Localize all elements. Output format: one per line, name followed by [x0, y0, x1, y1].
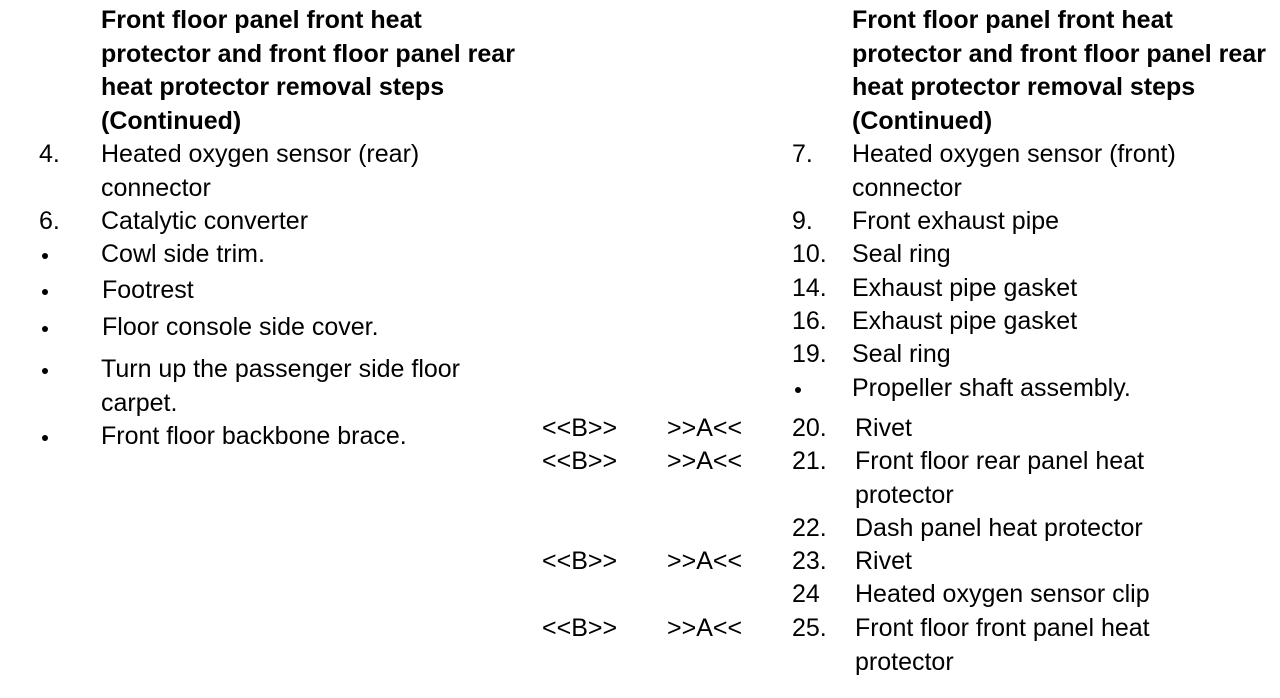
item-number: 16.: [792, 307, 827, 335]
bullet-icon: [42, 238, 48, 259]
install-mark-20: <<B>>: [542, 414, 618, 442]
bullet-icon: [42, 311, 48, 332]
item-text: Cowl side trim.: [101, 240, 265, 268]
remove-mark-23: >>A<<: [667, 547, 743, 575]
item-text: Front exhaust pipe: [852, 207, 1060, 235]
item-text: Exhaust pipe gasket: [852, 307, 1078, 335]
item-number: 4.: [39, 140, 60, 168]
right-heading: Front floor panel front heat protector and front floor panel rear heat protector removal steps (Continued): [852, 6, 1266, 135]
right-item-23: [792, 545, 1272, 579]
remove-mark-21: >>A<<: [667, 447, 743, 475]
item-text: Floor console side cover.: [102, 313, 379, 341]
bullet-icon: [42, 353, 48, 374]
right-item-16: [792, 305, 1272, 339]
right-item-19: [792, 338, 1272, 372]
install-mark-25: <<B>>: [542, 614, 618, 642]
left-item-6: [39, 205, 519, 239]
left-bullet-carpet: [39, 353, 519, 420]
remove-mark-20: >>A<<: [667, 414, 743, 442]
item-text: Front floor rear panel heat protector: [855, 447, 1145, 509]
item-text: Catalytic converter: [101, 207, 309, 235]
item-text: Seal ring: [852, 240, 951, 268]
bullet-icon: [42, 274, 48, 295]
right-bullet-propeller-shaft: [792, 372, 1272, 406]
item-text: Footrest: [102, 276, 194, 304]
right-item-14: [792, 272, 1272, 306]
item-text: Propeller shaft assembly.: [852, 374, 1131, 402]
item-text: Front floor front panel heat protector: [855, 614, 1150, 676]
install-mark-21: <<B>>: [542, 447, 618, 475]
item-number: 19.: [792, 340, 827, 368]
left-heading: Front floor panel front heat protector and front floor panel rear heat protector removal steps (Continued): [101, 6, 515, 135]
right-item-22: [792, 512, 1272, 546]
bullet-icon: [795, 372, 801, 393]
right-item-25: [792, 612, 1272, 679]
item-number: 24: [792, 580, 820, 608]
left-bullet-backbone-brace: [39, 420, 519, 454]
item-text: Heated oxygen sensor (front) connector: [852, 140, 1176, 202]
bullet-icon: [42, 420, 48, 441]
item-text: Heated oxygen sensor (rear) connector: [101, 140, 420, 202]
item-text: Rivet: [855, 547, 912, 575]
item-number: 23.: [792, 547, 827, 575]
install-mark-23: <<B>>: [542, 547, 618, 575]
item-number: 7.: [792, 140, 813, 168]
left-bullet-cowl-side-trim: [39, 238, 519, 272]
item-number: 10.: [792, 240, 827, 268]
item-text: Exhaust pipe gasket: [852, 274, 1078, 302]
right-item-10: [792, 238, 1272, 272]
remove-mark-25: >>A<<: [667, 614, 743, 642]
item-number: 25.: [792, 614, 827, 642]
left-item-4: [39, 138, 519, 205]
right-item-7: [792, 138, 1272, 205]
right-item-24: [792, 578, 1272, 612]
item-number: 9.: [792, 207, 813, 235]
item-text: Dash panel heat protector: [855, 514, 1143, 542]
item-text: Heated oxygen sensor clip: [855, 580, 1150, 608]
item-number: 21.: [792, 447, 827, 475]
item-text: Front floor backbone brace.: [101, 422, 407, 450]
item-number: 22.: [792, 514, 827, 542]
right-item-20: [792, 412, 1272, 446]
item-text: Seal ring: [852, 340, 951, 368]
item-number: 20.: [792, 414, 827, 442]
left-bullet-footrest: [39, 274, 519, 308]
item-number: 14.: [792, 274, 827, 302]
item-text: Turn up the passenger side floor carpet.: [101, 355, 461, 417]
item-text: Rivet: [855, 414, 912, 442]
right-item-21: [792, 445, 1272, 512]
left-bullet-floor-console: [39, 311, 519, 345]
right-item-9: [792, 205, 1272, 239]
item-number: 6.: [39, 207, 60, 235]
